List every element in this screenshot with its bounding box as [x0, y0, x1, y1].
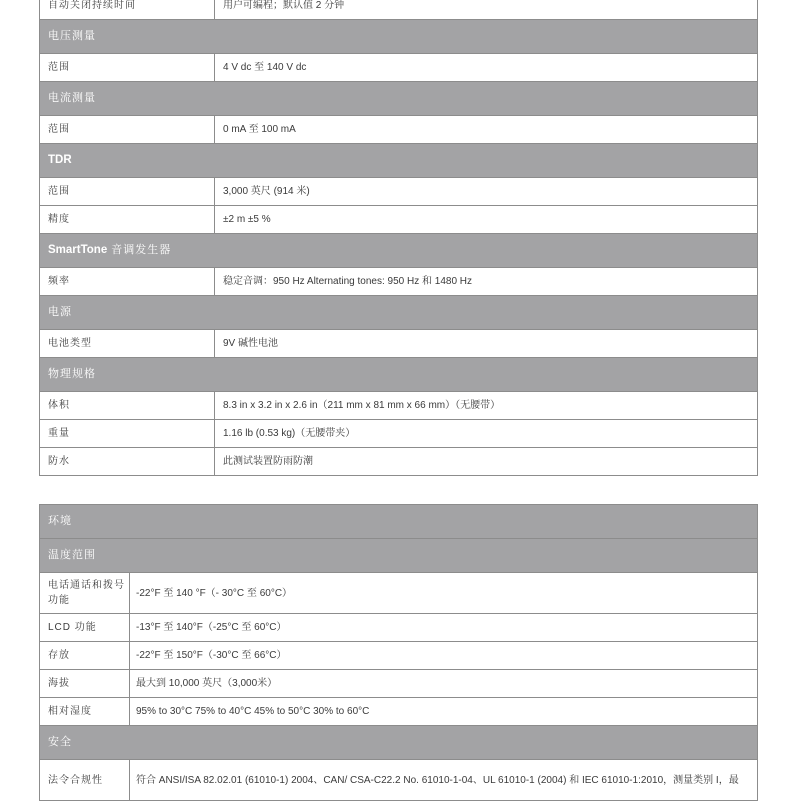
section-title: 电流测量: [40, 82, 758, 116]
row-value: 8.3 in x 3.2 in x 2.6 in（211 mm x 81 mm x 66 mm）（无腰带）: [215, 392, 758, 420]
section-header: [40, 505, 758, 539]
row-value: 用户可编程；默认值 2 分钟: [215, 0, 758, 20]
section-title: 电源: [40, 296, 758, 330]
section-title-brand: SmartTone: [48, 244, 108, 256]
section-header: [40, 296, 758, 330]
table-row: [40, 392, 758, 420]
row-value: 符合 ANSI/ISA 82.02.01 (61010-1) 2004、CAN/ CSA-C22.2 No. 61010-1-04、UL 61010-1 (2004) 和 IEC 61010-1:2010，测量类别 I，最: [130, 760, 758, 801]
row-label: 范围: [40, 116, 215, 144]
section-title: [40, 234, 758, 268]
section-header: [40, 358, 758, 392]
row-label: 存放: [40, 642, 130, 670]
row-label: 频率: [40, 268, 215, 296]
row-label: 自动关闭持续时间: [40, 0, 215, 20]
table-row: [40, 330, 758, 358]
row-value: 3,000 英尺 (914 米): [215, 178, 758, 206]
table-row: [40, 116, 758, 144]
row-value: 1.16 lb (0.53 kg)（无腰带夹）: [215, 420, 758, 448]
row-label: 电话通话和拨号功能: [40, 573, 130, 614]
table-row: [40, 448, 758, 476]
section-title: 温度范围: [40, 539, 758, 573]
row-label: 防水: [40, 448, 215, 476]
row-value: 9V 碱性电池: [215, 330, 758, 358]
row-value: -22°F 至 150°F（-30°C 至 66°C）: [130, 642, 758, 670]
table-row: [40, 573, 758, 614]
row-value: 4 V dc 至 140 V dc: [215, 54, 758, 82]
table-row: [40, 206, 758, 234]
table-row: [40, 420, 758, 448]
section-header: [40, 82, 758, 116]
row-label: 重量: [40, 420, 215, 448]
row-value: 最大到 10,000 英尺（3,000米）: [130, 670, 758, 698]
row-value: 稳定音调：950 Hz Alternating tones: 950 Hz 和 1480 Hz: [215, 268, 758, 296]
row-value: 此测试装置防雨防潮: [215, 448, 758, 476]
table-row: [40, 698, 758, 726]
table-row: [40, 670, 758, 698]
row-value: 95% to 30°C 75% to 40°C 45% to 50°C 30% to 60°C: [130, 698, 758, 726]
row-label: 相对湿度: [40, 698, 130, 726]
spec-table-general: [39, 0, 758, 476]
table-row: [40, 642, 758, 670]
section-header: [40, 726, 758, 760]
section-header: [40, 20, 758, 54]
row-value: ±2 m ±5 %: [215, 206, 758, 234]
row-label: 海拔: [40, 670, 130, 698]
table-row: [40, 54, 758, 82]
row-value: 0 mA 至 100 mA: [215, 116, 758, 144]
spec-table-environment: [39, 504, 758, 801]
table-row: [40, 760, 758, 801]
section-header: [40, 144, 758, 178]
row-label: 电池类型: [40, 330, 215, 358]
table-row: [40, 268, 758, 296]
row-label: 体积: [40, 392, 215, 420]
section-header: [40, 234, 758, 268]
row-value: -13°F 至 140°F（-25°C 至 60°C）: [130, 614, 758, 642]
row-label: 精度: [40, 206, 215, 234]
row-label: 法令合规性: [40, 760, 130, 801]
section-title: 安全: [40, 726, 758, 760]
row-value: -22°F 至 140 °F（- 30°C 至 60°C）: [130, 573, 758, 614]
section-title: 电压测量: [40, 20, 758, 54]
section-title-rest: 音调发生器: [107, 244, 172, 256]
table-row: [40, 614, 758, 642]
row-label: 范围: [40, 54, 215, 82]
section-title: 环境: [40, 505, 758, 539]
table-row: [40, 0, 758, 20]
section-title: 物理规格: [40, 358, 758, 392]
section-title: TDR: [48, 154, 72, 166]
section-header: [40, 539, 758, 573]
table-row: [40, 178, 758, 206]
row-label: LCD 功能: [40, 614, 130, 642]
row-label: 范围: [40, 178, 215, 206]
